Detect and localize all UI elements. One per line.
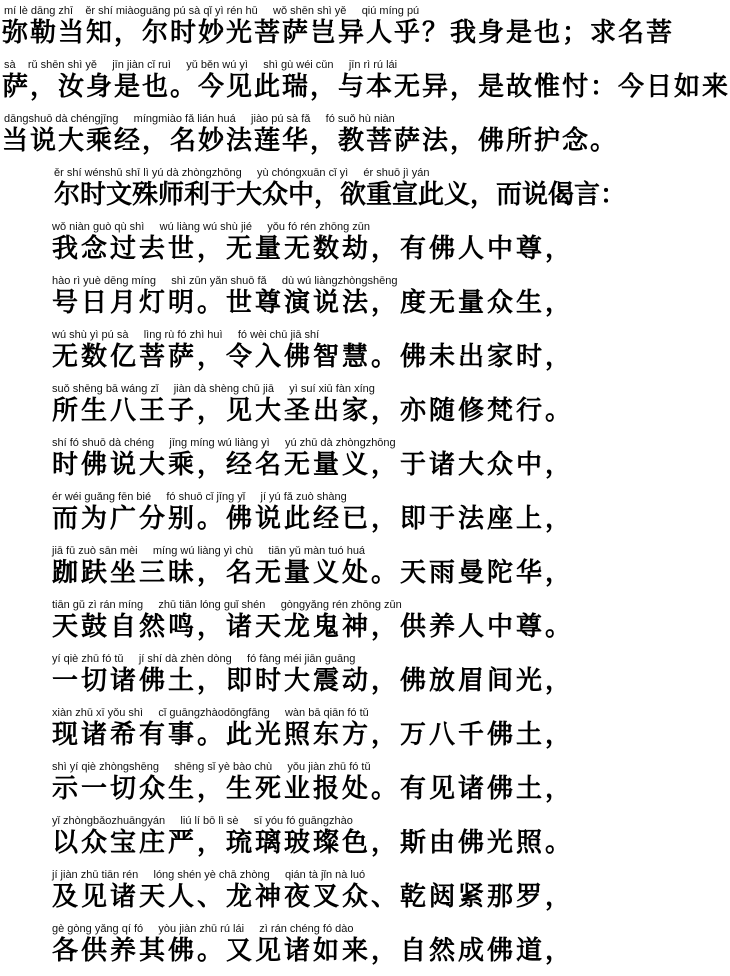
pinyin-annotation: yí qiè zhū fó tǔ jí shí dà zhèn dòng fó fàng méi jiān guāng: [52, 653, 356, 665]
pinyin-annotation: jiā fū zuò sān mèi míng wú liàng yì chù tiān yǔ màn tuó huá: [52, 545, 366, 557]
chinese-text: 时佛说大乘，经名无量义，于诸大众中，: [52, 450, 575, 480]
text-line: [0, 922, 630, 976]
pinyin-annotation: shí fó shuō dà chéng jīng míng wú liàng yì yú zhū dà zhòngzhōng: [52, 437, 396, 449]
chinese-text: 示一切众生，生死业报处。有见诸佛土，: [52, 774, 575, 804]
chinese-text: 天鼓自然鸣，诸天龙鬼神，供养人中尊。: [52, 612, 575, 642]
chinese-text: 及见诸天人、龙神夜叉众、乾闼紧那罗，: [52, 882, 575, 912]
chinese-text: 无数亿菩萨，令入佛智慧。佛未出家时，: [52, 342, 575, 372]
text-line: [0, 814, 630, 868]
pinyin-annotation: tiān gǔ zì rán míng zhū tiān lóng guǐ shén gòngyǎng rén zhōng zūn: [52, 599, 402, 611]
text-line: [0, 112, 630, 166]
pinyin-annotation: yǐ zhòngbǎozhuāngyán liú lí bō lì sè sī yóu fó guāngzhào: [52, 815, 353, 827]
chinese-text: 现诸希有事。此光照东方，万八千佛土，: [52, 720, 575, 750]
pinyin-annotation: gè gòng yǎng qí fó yòu jiàn zhū rú lái zì rán chéng fó dào: [52, 923, 354, 935]
text-line: [0, 4, 675, 58]
chinese-text: 以众宝庄严，琉璃玻璨色，斯由佛光照。: [52, 828, 575, 858]
text-line: [0, 58, 730, 112]
text-line: [0, 544, 630, 598]
chinese-text: 尔时文殊师利于大众中，欲重宣此义，而说偈言：: [54, 180, 627, 210]
pinyin-annotation: ěr shí wénshū shī lì yú dà zhòngzhōng yù chóngxuān cǐ yì ér shuō jì yán: [54, 167, 430, 179]
chinese-text: 号日月灯明。世尊演说法，度无量众生，: [52, 288, 575, 318]
pinyin-annotation: shì yí qiè zhòngshēng shēng sǐ yè bào chù yǒu jiàn zhū fó tǔ: [52, 761, 371, 773]
text-line: [0, 382, 630, 436]
text-line: [0, 166, 630, 220]
chinese-text: 我念过去世，无量无数劫，有佛人中尊，: [52, 234, 575, 264]
text-line: [0, 328, 630, 382]
chinese-text: 所生八王子，见大圣出家，亦随修梵行。: [52, 396, 575, 426]
pinyin-annotation: wǒ niàn guò qù shì wú liàng wú shù jié yǒu fó rén zhōng zūn: [52, 221, 370, 233]
pinyin-annotation: wú shù yì pú sà lìng rù fó zhì huì fó wèi chū jiā shí: [52, 329, 320, 341]
chinese-text: 萨，汝身是也。今见此瑞，与本无异，是故惟忖：今日如来: [2, 72, 730, 102]
pinyin-annotation: jí jiàn zhū tiān rén lóng shén yè chā zhòng qián tà jǐn nà luó: [52, 869, 366, 881]
text-line: [0, 274, 630, 328]
chinese-text: 当说大乘经，名妙法莲华，教菩萨法，佛所护念。: [2, 126, 619, 156]
pinyin-annotation: suǒ shēng bā wáng zǐ jiàn dà shèng chū jiā yì suí xiū fàn xíng: [52, 383, 375, 395]
pinyin-annotation: hào rì yuè dēng míng shì zūn yǎn shuō fǎ dù wú liàngzhòngshēng: [52, 275, 398, 287]
text-line: [0, 598, 630, 652]
text-line: [0, 436, 630, 490]
text-line: [0, 490, 630, 544]
pinyin-annotation: dāngshuō dà chéngjīng míngmiào fǎ lián huá jiào pú sà fǎ fó suǒ hù niàn: [4, 113, 395, 125]
text-line: [0, 706, 630, 760]
text-line: [0, 220, 630, 274]
text-line: [0, 760, 630, 814]
text-line: [0, 652, 630, 706]
chinese-text: 弥勒当知，尔时妙光菩萨岂异人乎？我身是也；求名菩: [2, 18, 675, 48]
pinyin-annotation: mí lè dāng zhī ěr shí miàoguāng pú sà qǐ yì rén hū wǒ shēn shì yě qiú míng pú: [4, 5, 420, 17]
pinyin-annotation: ér wéi guǎng fēn bié fó shuō cǐ jīng yǐ jí yú fǎ zuò shàng: [52, 491, 347, 503]
chinese-text: 各供养其佛。又见诸如来，自然成佛道，: [52, 936, 575, 966]
chinese-text: 跏趺坐三昧，名无量义处。天雨曼陀华，: [52, 558, 575, 588]
text-line: [0, 868, 630, 922]
pinyin-annotation: sà rǔ shēn shì yě jīn jiàn cǐ ruì yǔ běn wú yì shì gù wéi cǔn jīn rì rú lái: [4, 59, 398, 71]
chinese-text: 而为广分别。佛说此经已，即于法座上，: [52, 504, 575, 534]
chinese-text: 一切诸佛土，即时大震动，佛放眉间光，: [52, 666, 575, 696]
pinyin-annotation: xiàn zhū xī yǒu shì cǐ guāngzhàodōngfāng wàn bā qiān fó tǔ: [52, 707, 369, 719]
